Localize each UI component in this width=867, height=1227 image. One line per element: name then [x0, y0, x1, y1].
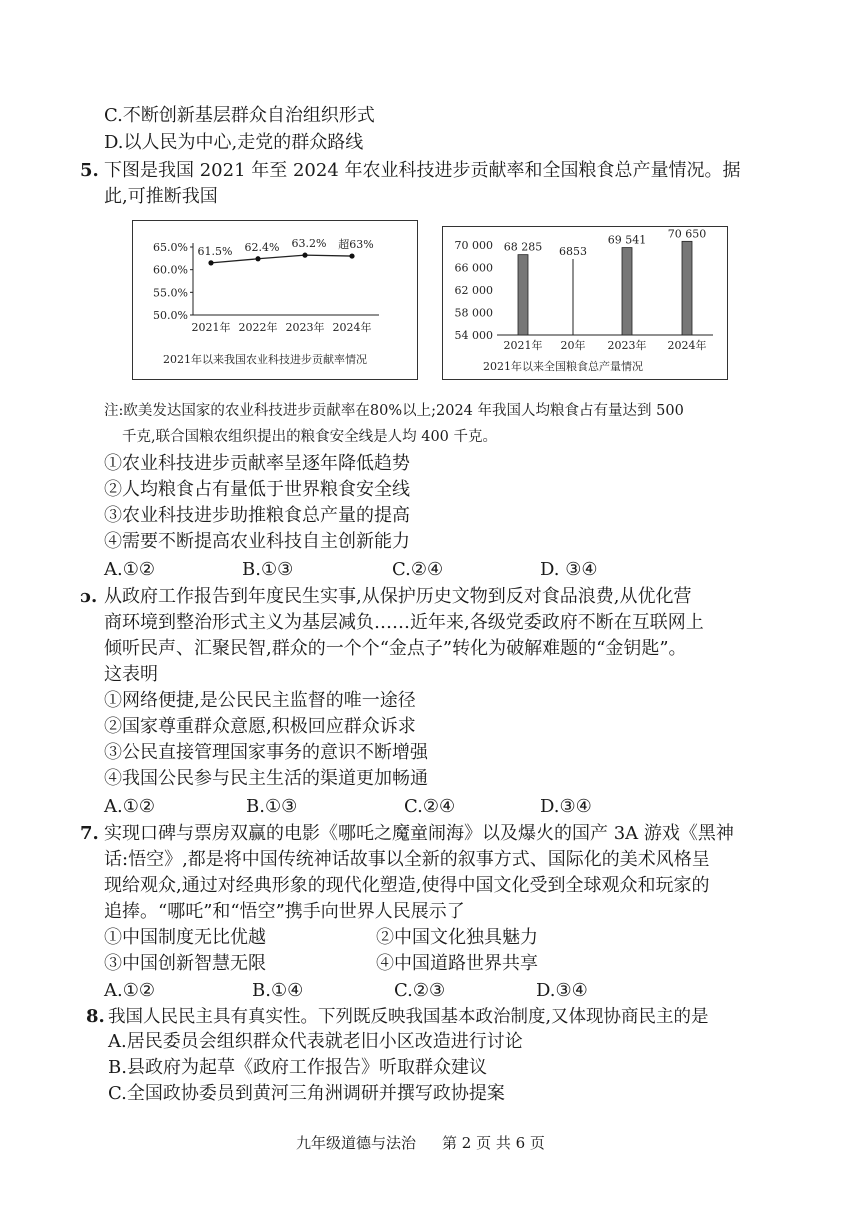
- q6-option-d: D.③④: [540, 796, 592, 817]
- q8-option-b: B.县政府为起草《政府工作报告》听取群众建议: [108, 1057, 487, 1078]
- x-tick-label: 2021年: [503, 339, 543, 352]
- chart-title: 2021年以来我国农业科技进步贡献率情况: [163, 353, 367, 366]
- y-tick-label: 54 000: [454, 329, 493, 342]
- x-tick-label: 20年: [560, 339, 586, 352]
- y-tick-label: 62 000: [454, 284, 493, 297]
- q8-option-a: A.居民委员会组织群众代表就老旧小区改造进行讨论: [108, 1031, 523, 1052]
- q6-stem-line4: 这表明: [104, 664, 158, 685]
- data-label: 69 541: [607, 233, 647, 247]
- x-tick-label: 2021年: [191, 321, 231, 334]
- q5-number: 5.: [80, 160, 99, 181]
- data-label: 68 285: [503, 240, 543, 254]
- y-tick-label: 50.0%: [153, 309, 188, 322]
- q6-item-2: ②国家尊重群众意愿,积极回应群众诉求: [104, 716, 416, 737]
- q6-option-a: A.①②: [104, 796, 155, 817]
- q6-stem-line3: 倾听民声、汇聚民智,群众的一个个“金点子”转化为破解难题的“金钥匙”。: [104, 638, 687, 659]
- bar: [682, 241, 692, 335]
- y-tick-label: 60.0%: [153, 263, 188, 277]
- q5-stem-line1: 下图是我国 2021 年至 2024 年农业科技进步贡献率和全国粮食总产量情况。据: [104, 160, 741, 181]
- q7-item-3: ③中国创新智慧无限: [104, 953, 266, 974]
- q6-option-b: B.①③: [246, 796, 298, 817]
- x-tick-label: 2024年: [332, 321, 372, 334]
- q6-item-4: ④我国公民参与民主生活的渠道更加畅通: [104, 768, 428, 789]
- q6-option-c: C.②④: [404, 796, 456, 817]
- q7-stem-line1: 实现口碑与票房双赢的电影《哪吒之魔童闹海》以及爆火的国产 3A 游戏《黑神: [104, 823, 734, 844]
- q4-option-c: C.不断创新基层群众自治组织形式: [104, 105, 375, 126]
- q6-stem-line2: 商环境到整治形式主义为基层减负……近年来,各级党委政府不断在互联网上: [104, 612, 704, 633]
- x-tick-label: 2022年: [238, 321, 278, 334]
- data-label: 70 650: [667, 227, 707, 241]
- y-tick-label: 58 000: [454, 306, 493, 320]
- q7-item-1: ①中国制度无比优越: [104, 927, 266, 948]
- q8-option-c: C.全国政协委员到黄河三角洲调研并撰写政协提案: [108, 1083, 505, 1104]
- q6-number: ɔ.: [80, 586, 98, 607]
- q7-stem-line4: 追捧。“哪吒”和“悟空”携手向世界人民展示了: [104, 901, 465, 922]
- q5-note-line2: 千克,联合国粮农组织提出的粮食安全线是人均 400 千克。: [122, 429, 498, 445]
- x-tick-label: 2024年: [667, 339, 707, 352]
- q8-number: 8.: [86, 1006, 105, 1027]
- contribution-rate-svg: [133, 221, 417, 379]
- q7-option-b: B.①④: [252, 980, 304, 1001]
- y-tick-label: 65.0%: [153, 241, 188, 254]
- q7-option-d: D.③④: [536, 980, 588, 1001]
- data-point: [255, 256, 260, 261]
- bar: [518, 255, 528, 335]
- chart-title: 2021年以来全国粮食总产量情况: [483, 360, 643, 373]
- data-label: 61.5%: [197, 244, 233, 258]
- q6-stem-line1: 从政府工作报告到年度民生实事,从保护历史文物到反对食品浪费,从优化营: [104, 586, 692, 607]
- q5-note-line1: 注:欧美发达国家的农业科技进步贡献率在80%以上;2024 年我国人均粮食占有量达到 500: [104, 403, 684, 419]
- q5-item-4: ④需要不断提高农业科技自主创新能力: [104, 531, 410, 552]
- y-tick-label: 66 000: [454, 261, 493, 275]
- q7-item-2: ②中国文化独具魅力: [376, 927, 538, 948]
- y-tick-label: 70 000: [454, 239, 493, 252]
- data-point: [208, 260, 213, 265]
- q5-item-1: ①农业科技进步贡献率呈逐年降低趋势: [104, 453, 410, 474]
- q5-item-2: ②人均粮食占有量低于世界粮食安全线: [104, 479, 410, 500]
- q5-option-d: D. ③④: [540, 559, 598, 580]
- q7-stem-line2: 话:悟空》,都是将中国传统神话故事以全新的叙事方式、国际化的美术风格呈: [104, 849, 710, 870]
- q7-option-c: C.②③: [394, 980, 446, 1001]
- q7-item-4: ④中国道路世界共享: [376, 953, 538, 974]
- q5-option-a: A.①②: [104, 559, 155, 580]
- bar: [622, 248, 632, 335]
- q7-stem-line3: 现给观众,通过对经典形象的现代化塑造,使得中国文化受到全球观众和玩家的: [104, 875, 710, 896]
- grain-output-svg: [443, 227, 727, 379]
- y-tick-label: 55.0%: [153, 286, 188, 300]
- footer-subject: 九年级道德与法治: [296, 1134, 417, 1152]
- q4-option-d: D.以人民为中心,走党的群众路线: [104, 132, 364, 153]
- x-tick-label: 2023年: [607, 339, 647, 352]
- data-label: 62.4%: [244, 240, 280, 254]
- q6-item-3: ③公民直接管理国家事务的意识不断增强: [104, 742, 428, 763]
- x-tick-label: 2023年: [285, 321, 325, 334]
- footer-page-info: 第 2 页 共 6 页: [442, 1134, 545, 1152]
- q5-option-c: C.②④: [392, 559, 444, 580]
- q7-option-a: A.①②: [104, 980, 155, 1001]
- q7-number: 7.: [80, 823, 99, 844]
- q8-stem-line1: 我国人民民主具有真实性。下列既反映我国基本政治制度,又体现协商民主的是: [108, 1007, 709, 1027]
- q5-item-3: ③农业科技进步助推粮食总产量的提高: [104, 505, 410, 526]
- data-point: [302, 253, 307, 258]
- grain-output-chart: [442, 226, 728, 380]
- data-label: 超63%: [338, 238, 374, 252]
- q5-stem-line2: 此,可推断我国: [104, 186, 218, 207]
- data-point: [349, 253, 354, 258]
- q5-option-b: B.①③: [242, 559, 294, 580]
- contribution-rate-chart: [132, 220, 418, 380]
- data-label: 63.2%: [291, 237, 327, 251]
- data-label: 6853: [559, 245, 587, 258]
- q6-item-1: ①网络便捷,是公民民主监督的唯一途径: [104, 690, 416, 711]
